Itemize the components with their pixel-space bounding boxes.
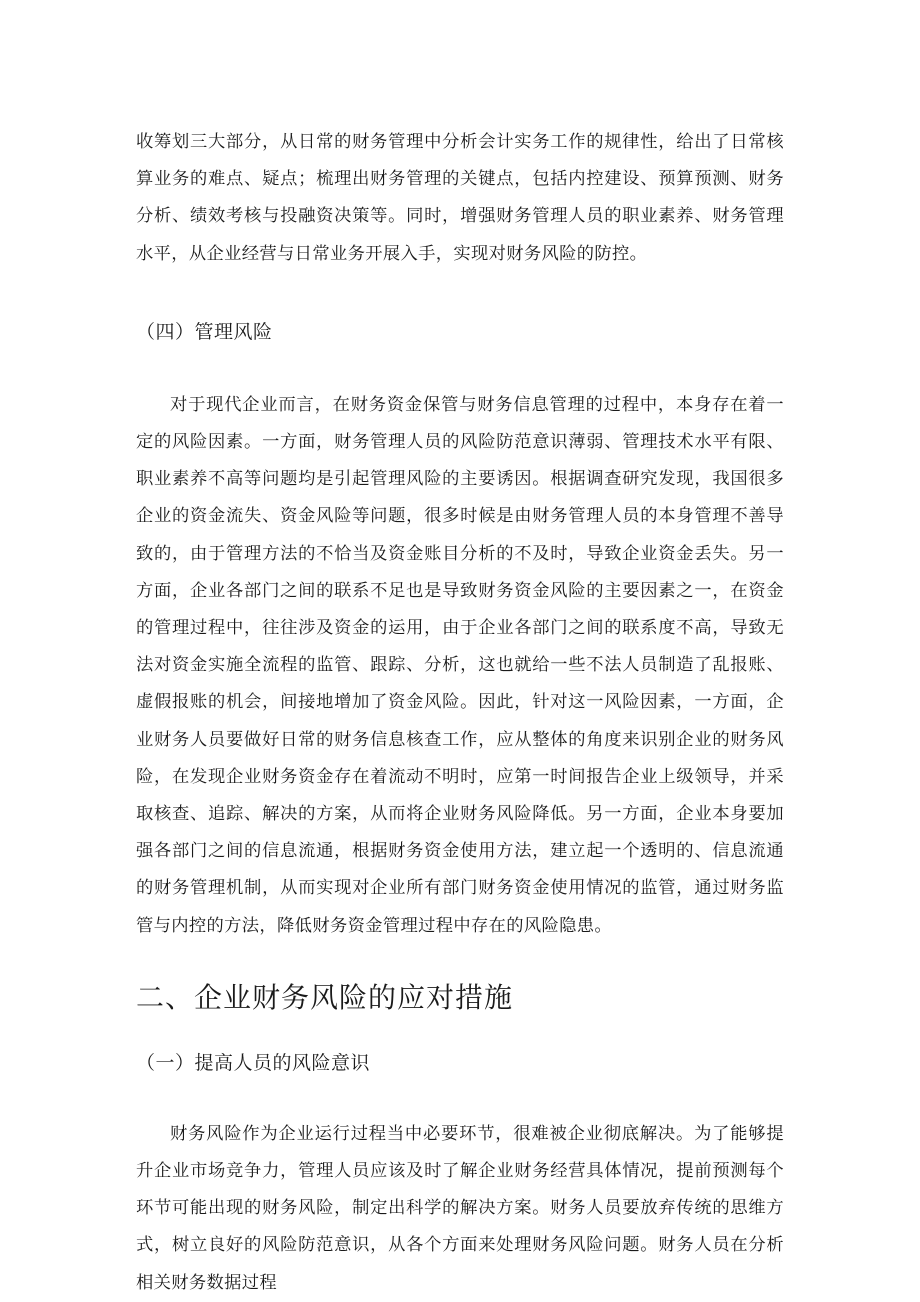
heading-risk-awareness: （一）提高人员的风险意识 [136,1051,371,1074]
paragraph-management-risk: 对于现代企业而言，在财务资金保管与财务信息管理的过程中，本身存在着一定的风险因素。一方面，财务管理人员的风险防范意识薄弱、管理技术水平有限、职业素养不高等问题均是引起管理风险的主要诱因。根据调查研究发现，我国很多企业的资金流失、资金风险等问题，很多时候是由财务管理人员的本身管理不善导致的，由于管理方法的不恰当及资金账目分析的不及时，导致企业资金丢失。另一方面，企业各部门之间的联系不足也是导致财务资金风险的主要因素之一，在资金的管理过程中，往往涉及资金的运用，由于企业各部门之间的联系度不高，导致无法对资金实施全流程的监管、跟踪、分析，这也就给一些不法人员制造了乱报账、虚假报账的机会，间接地增加了资金风险。因此，针对这一风险因素，一方面，企业财务人员要做好日常的财务信息核查工作，应从整体的角度来识别企业的财务风险，在发现企业财务资金存在着流动不明时，应第一时间报告企业上级领导，并采取核查、追踪、解决的方案，从而将企业财务风险降低。另一方面，企业本身要加强各部门之间的信息流通，根据财务资金使用方法，建立起一个透明的、信息流通的财务管理机制，从而实现对企业所有部门财务资金使用情况的监管，通过财务监管与内控的方法，降低财务资金管理过程中存在的风险隐患。 [136,394,784,936]
heading-management-risk: （四）管理风险 [136,320,273,343]
heading-section-two: 二、企业财务风险的应对措施 [136,980,514,1014]
paragraph-risk-awareness: 财务风险作为企业运行过程当中必要环节，很难被企业彻底解决。为了能够提升企业市场竞争力，管理人员应该及时了解企业财务经营具体情况，提前预测每个环节可能出现的财务风险，制定出科学的解决方案。财务人员要放弃传统的思维方式，树立良好的风险防范意识，从各个方面来处理财务风险问题。财务人员在分析相关财务数据过程 [136,1123,784,1293]
paragraph-continued: 收筹划三大部分，从日常的财务管理中分析会计实务工作的规律性，给出了日常核算业务的难点、疑点；梳理出财务管理的关键点，包括内控建设、预算预测、财务分析、绩效考核与投融资决策等。同时，增强财务管理人员的职业素养、财务管理水平，从企业经营与日常业务开展入手，实现对财务风险的防控。 [136,132,784,264]
